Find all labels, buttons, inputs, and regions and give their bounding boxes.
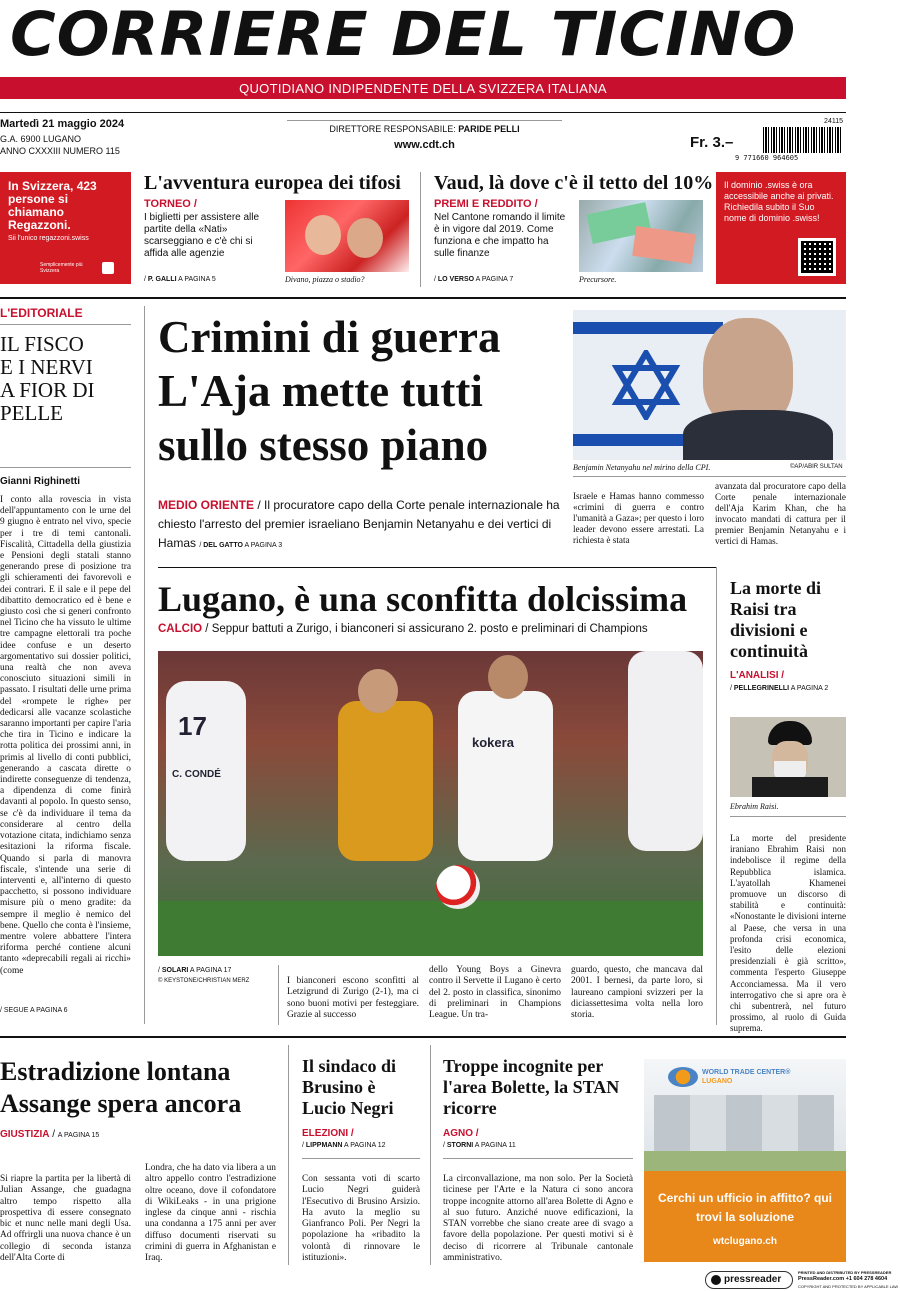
lugano-credit: © KEYSTONE/CHRISTIAN MERZ [158, 978, 250, 984]
ad-regazzoni-headline: In Svizzera, 423 persone si chiamano Regazzoni. [8, 179, 97, 232]
editorial-body: I conto alla rovescia in vista dell'appuntamento con le urne del 9 giugno è entrato nel vivo, specie per i tre di temi cantonali. Fiscalità, Cittadella della giustizia e Pensioni degli statali stanno generando prese di posizione tra gli schieramenti dei favorevoli e dei contrari. E il sale e il pepe del dibattito democratico ed è bene e giusto così che si generi confronto nel Ticino che ha vissuto le ultime tre campagne elettorali tra poche idee confuse e un deserto argomentativo sui dossier politici, una realtà che non aveva conosciuto situazioni simili in passato. I risultati delle urne prima del «rompete le righe» per dedicarsi alle vacanze scolastiche saranno importanti per capire l'aria che tira in Ticino e indicare la rotta politica dei prossimi anni, in primis al livello di conti pubblici, generando a cascata dirette o indirette conseguenze di tendenza, a dipendenza di come finirà davanti al popolo. In questo senso, se c'è da individuare il tema da considerare al centro della votazione citata, indichiamo senza esitazioni la riforma fiscale. Quando si parla di manovra fiscale, s'intende una serie di interventi e, all'interno di questo pacchetto, si possono individuare misure più o meno gradite: da sempre il meglio è nemico del bene. Quello che conta è l'insieme, mentre volere abbattere l'intera riforma perché contiene alcuni tanto «deprecabili regali ai ricchi» (come [0, 495, 131, 976]
editorial[interactable] [0, 306, 131, 1026]
lugano-photo [158, 651, 703, 956]
brusino-body: Con sessanta voti di scarto Lucio Negri guiderà l'Esecutivo di Brusino Arsizio. Ha avuto la meglio su Gianfranco Poli. Per Negri la popolazione ha «ribadito la volontà di rinnovare le istituzioni». [302, 1174, 420, 1264]
brusino-byline: / LIPPMANN A PAGINA 12 [302, 1142, 386, 1149]
raisi-kicker: L'ANALISI / [730, 670, 785, 681]
footer-line3: COPYRIGHT AND PROTECTED BY APPLICABLE LAW [798, 1284, 899, 1289]
assange-body-col2: Londra, che ha dato via libera a un altro appello contro l'estradizione oltre oceano, dove il cofondatore di WikiLeaks - in una prigione inglese da cinque anni - rischia una condanna a 175 anni per aver diffuso documenti riservati su crimini di guerra in Afghanistan e Iraq. [145, 1163, 276, 1264]
lugano-byline: / SOLARI A PAGINA 17 [158, 967, 232, 974]
ad-regazzoni-footer: Semplicemente più Svizzera [40, 262, 83, 274]
wtc-cta: Cerchi un ufficio in affitto? qui trovi la soluzione [658, 1191, 832, 1224]
issue-ga: G.A. 6900 LUGANO [0, 134, 82, 144]
teaser-tifosi-text: I biglietti per assistere alle partite della «Nati» scarseggiano e c'è chi si affida alle agenzie [144, 212, 260, 259]
teaser-vaud-byline: / LO VERSO A PAGINA 7 [434, 276, 514, 283]
editorial-title: IL FISCO E I NERVI A FIOR DI PELLE [0, 332, 95, 425]
lugano-body-col3: guardo, questo, che mancava dal 2001. I bernesi, da parte loro, si laureano campioni svizzeri per la diciassettesima volta nella loro storia. [571, 965, 703, 1021]
teaser-tifosi-photo [285, 200, 409, 272]
teaser-vaud-photo [579, 200, 703, 272]
website[interactable]: www.cdt.ch [394, 139, 455, 151]
ball-icon [436, 865, 480, 909]
barcode-top: 24115 [824, 118, 843, 125]
ad-swiss-domain[interactable] [716, 172, 846, 284]
teaser-vaud-kicker: PREMI E REDDITO / [434, 198, 538, 210]
barcode-bars [763, 127, 843, 153]
lead-summary: MEDIO ORIENTE / Il procuratore capo della Corte penale internazionale ha chiesto l'arresto del premier israeliano Benjamin Netanyahu e dei vertici di Hamas / DEL GATTO A PAGINA 3 [158, 498, 560, 550]
lugano-body-col2: dello Young Boys a Ginevra contro il Servette il Lugano è certo del 2. posto in classifica, sinonimo di preliminari in Champions League. Un tra- [429, 965, 561, 1021]
star-of-david-icon [611, 350, 681, 420]
teaser-tifosi-byline: / P. GALLI A PAGINA 5 [144, 276, 216, 283]
director-line [287, 124, 562, 134]
player-zurich: kokera [458, 691, 553, 861]
masthead-title: CORRIERE DEL TICINO [10, 0, 797, 70]
teaser-tifosi[interactable] [144, 172, 412, 287]
assange-headline[interactable]: Estradizione lontana Assange spera ancora [0, 1057, 242, 1118]
assange-body-col1: Si riapre la partita per la libertà di Julian Assange, che guadagna altro tempo rispetto alla prospettiva di essere consegnato bic et nunc nelle mani degli Usa. Ad offrirgli una nuova chance è un collegio di seconda istanza dell'Alta Corte di [0, 1174, 131, 1264]
pressreader-logo: pressreader [705, 1271, 793, 1289]
barcode [735, 119, 847, 163]
director-name: PARIDE PELLI [458, 124, 520, 134]
bolette-body: La circonvallazione, ma non solo. Per la Società ticinese per l'Arte e la Natura ci sono ancora troppe incognite attorno all'area Bolette di Agno e al suo futuro. Anziché nuove edificazioni, la STAN vorrebbe che siano create aree di svago a favore della popolazione. Per questi motivi si è deciso di ricorrere al Tribunale cantonale amministrativo. [443, 1174, 633, 1264]
teaser-tifosi-title: L'avventura europea dei tifosi [144, 172, 401, 194]
raisi-byline: / PELLEGRINELLI A PAGINA 2 [730, 685, 829, 692]
lugano-summary-text: Seppur battuti a Zurigo, i bianconeri si assicurano 2. posto e preliminari di Champions [211, 623, 648, 635]
raisi-photo [730, 717, 846, 797]
lead-headline[interactable]: Crimini di guerra L'Aja mette tutti sullo stesso piano [158, 312, 501, 470]
ad-swiss-domain-text: Il dominio .swiss è ora accessibile anche ai privati. Richiedila subito il Suo nome di dominio .swiss! [724, 180, 834, 223]
lead-caption: Benjamin Netanyahu nel mirino della CPI. [573, 463, 711, 472]
assange-kicker: GIUSTIZIA [0, 1129, 50, 1140]
price: Fr. 3.– [690, 134, 734, 151]
teaser-tifosi-kicker: TORNEO / [144, 198, 197, 210]
pressreader-icon [711, 1275, 721, 1285]
lugano-body-col1: I bianconeri escono sconfitti al Letzigrund di Zurigo (2-1), ma ci sono buoni motivi per festeggiare. Grazie al successo [287, 976, 419, 1020]
wtc-brand: WORLD TRADE CENTER® [702, 1069, 791, 1076]
player-17: 17 C. CONDÉ [166, 681, 246, 861]
barcode-number: 9 771660 964605 [735, 154, 799, 162]
assange-kicker-line: GIUSTIZIA / A PAGINA 15 [0, 1129, 100, 1140]
lugano-kicker: CALCIO [158, 623, 203, 635]
teaser-vaud-text: Nel Cantone romando il limite è in vigore dal 2019. Come funziona e che impatto ha sulle finanze [434, 212, 566, 259]
teaser-tifosi-caption: Divano, piazza o stadio? [285, 275, 365, 284]
lead-byline: / DEL GATTO A PAGINA 3 [199, 542, 283, 549]
wtc-city: LUGANO [702, 1078, 733, 1085]
qr-code-icon [798, 238, 836, 276]
player-lugano [338, 701, 433, 861]
lead-body-col2: avanzata dal procuratore capo della Corte penale internazionale dell'Aja Karim Khan, che ha invocato mandati di cattura per il premier Benjamin Netanyahu e i vertici di Hamas. [715, 481, 846, 546]
bolette-kicker: AGNO / [443, 1128, 479, 1139]
editorial-author: Gianni Righinetti [0, 476, 80, 487]
director-label: DIRETTORE RESPONSABILE: [329, 124, 456, 134]
lead-kicker: MEDIO ORIENTE [158, 498, 255, 512]
brusino-headline[interactable]: Il sindaco di Brusino è Lucio Negri [302, 1056, 397, 1118]
raisi-headline[interactable]: La morte di Raisi tra divisioni e continuità [730, 578, 821, 661]
bolette-byline: / STORNI A PAGINA 11 [443, 1142, 516, 1149]
raisi-body: La morte del presidente iraniano Ebrahim Raisi non indebolisce il regime della Repubblica islamica. L'ayatollah Khamenei promuove un discorso di stabilità e continuità: «Nonostante le divisioni interne al Paese, che versa in una profonda crisi economica, l'esito delle elezioni presidenziali è già scritto», commenta l'esperto Giuseppe Acconciamessa. Ma il vero interrogativo che si apre ora è chi subentrerà, nel futuro prossimo, al ruolo di Guida suprema. [730, 833, 846, 1034]
wtc-logo-icon [668, 1067, 698, 1087]
bolette-headline[interactable]: Troppe incognite per l'area Bolette, la STAN ricorre [443, 1056, 620, 1118]
wtc-site[interactable]: wtclugano.ch [713, 1236, 777, 1247]
lead-credit: ©AP/ABIR SULTAN [790, 464, 843, 470]
masthead-tagline: QUOTIDIANO INDIPENDENTE DELLA SVIZZERA ITALIANA [239, 81, 607, 96]
raisi-caption: Ebrahim Raisi. [730, 802, 779, 811]
brusino-kicker: ELEZIONI / [302, 1128, 354, 1139]
editorial-continue[interactable]: / SEGUE A PAGINA 6 [0, 1007, 68, 1014]
issue-number: ANNO CXXXIII NUMERO 115 [0, 146, 120, 156]
teaser-vaud-caption: Precursore. [579, 275, 617, 284]
footer-line1: PRINTED AND DISTRIBUTED BY PRESSREADER [798, 1270, 892, 1275]
lead-summary-text: Il procuratore capo della Corte penale internazionale ha chiesto l'arresto del premier israeliano Benjamin Netanyahu e dei vertici di Hamas [158, 498, 560, 550]
pressreader-badge[interactable] [705, 1270, 899, 1290]
assange-page: A PAGINA 15 [57, 1132, 100, 1139]
lead-body-col1: Israele e Hamas hanno commesso «crimini di guerra e contro l'umanità a Gaza»; per questo i loro leader devono essere arrestati. La richiesta è stata [573, 491, 704, 545]
teaser-vaud[interactable] [434, 172, 714, 287]
ad-regazzoni-sub: Sii l'unico regazzoni.swiss [8, 235, 89, 242]
editorial-label: L'EDITORIALE [0, 306, 83, 320]
footer-line2: PressReader.com +1 604 278 4604 [798, 1276, 888, 1282]
ad-wtc[interactable] [644, 1059, 846, 1262]
teaser-vaud-title: Vaud, là dove c'è il tetto del 10% [434, 172, 714, 194]
lugano-headline[interactable]: Lugano, è una sconfitta dolcissima [158, 579, 688, 619]
issue-date: Martedì 21 maggio 2024 [0, 118, 125, 130]
swiss-flag-icon [102, 262, 114, 274]
ad-regazzoni[interactable] [0, 172, 131, 284]
lugano-summary: CALCIO / Seppur battuti a Zurigo, i bianconeri si assicurano 2. posto e preliminari di Champions [158, 623, 648, 635]
lead-photo [573, 310, 846, 460]
